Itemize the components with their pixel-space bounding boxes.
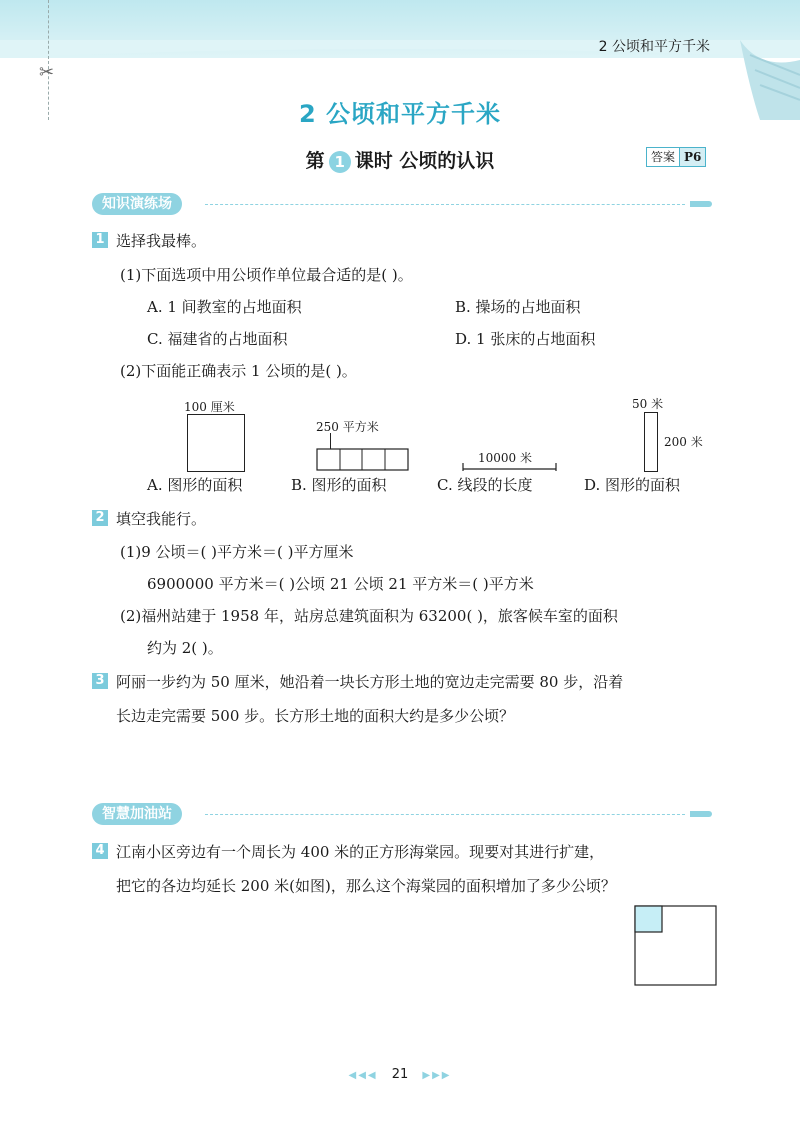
fig-c-caption: C. 线段的长度 bbox=[437, 476, 533, 494]
answer-reference bbox=[646, 147, 706, 167]
fig-b-caption: B. 图形的面积 bbox=[291, 476, 387, 494]
garden-diagram bbox=[634, 905, 718, 987]
fig-d-caption: D. 图形的面积 bbox=[584, 476, 681, 494]
fig-a-square bbox=[187, 414, 245, 472]
fig-a-caption: A. 图形的面积 bbox=[147, 476, 243, 494]
fig-d-width: 50 米 bbox=[632, 397, 664, 411]
q1-part1: (1)下面选项中用公顷作单位最合适的是( )。 bbox=[120, 266, 413, 284]
question-number: 1 bbox=[92, 232, 108, 248]
section-tag-challenge: 智慧加油站 bbox=[92, 803, 182, 825]
q2-line2: 6900000 平方米＝( )公顷 21 公顷 21 平方米＝( )平方米 bbox=[147, 575, 534, 593]
scissors-icon: ✂ bbox=[39, 62, 55, 83]
q2-line4: 约为 2( )。 bbox=[147, 639, 223, 657]
q1-option-d: D. 1 张床的占地面积 bbox=[455, 330, 596, 348]
q3-line1: 阿丽一步约为 50 厘米，她沿着一块长方形土地的宽边走完需要 80 步，沿着 bbox=[116, 673, 624, 691]
q3-line2: 长边走完需要 500 步。长方形土地的面积大约是多少公顷？ bbox=[116, 707, 515, 725]
fig-b-dimension: 250 平方米 bbox=[316, 420, 379, 434]
pencil-icon bbox=[690, 201, 712, 207]
chapter-title: 2 公顷和平方千米 bbox=[298, 100, 502, 128]
q4-line1: 江南小区旁边有一个周长为 400 米的正方形海棠园。现要对其进行扩建， bbox=[116, 843, 605, 861]
q2-line3: (2)福州站建于 1958 年，站房总建筑面积为 63200( )，旅客候车室的面积 bbox=[120, 607, 618, 625]
page-footer bbox=[0, 1067, 800, 1082]
lesson-suffix: 课时 公顷的认识 bbox=[354, 150, 495, 172]
section-divider bbox=[205, 814, 685, 815]
left-arrows-icon: ◀◀◀ bbox=[348, 1070, 378, 1081]
fig-b-pointer bbox=[330, 433, 331, 449]
running-title: 2 公顷和平方千米 bbox=[598, 39, 710, 55]
page-number: 21 bbox=[391, 1067, 409, 1082]
fig-a-dimension: 100 厘米 bbox=[184, 400, 235, 414]
q1-option-a: A. 1 间教室的占地面积 bbox=[147, 298, 302, 316]
q1-title: 选择我最棒。 bbox=[116, 232, 207, 250]
question-number: 4 bbox=[92, 843, 108, 859]
answer-page: P6 bbox=[679, 148, 705, 166]
lesson-prefix: 第 bbox=[305, 150, 325, 172]
q1-option-b: B. 操场的占地面积 bbox=[455, 298, 581, 316]
q2-title: 填空我能行。 bbox=[116, 510, 207, 528]
pencil-icon bbox=[690, 811, 712, 817]
fig-c-dimension: 10000 米 bbox=[478, 451, 532, 465]
section-divider bbox=[205, 204, 685, 205]
fig-d-rectangle bbox=[644, 412, 658, 472]
fig-d-height: 200 米 bbox=[664, 435, 703, 449]
q1-option-c: C. 福建省的占地面积 bbox=[147, 330, 288, 348]
q4-line2: 把它的各边均延长 200 米(如图)，那么这个海棠园的面积增加了多少公顷？ bbox=[116, 877, 616, 895]
lesson-number-badge: 1 bbox=[329, 151, 351, 173]
q2-line1: (1)9 公顷＝( )平方米＝( )平方厘米 bbox=[120, 543, 354, 561]
fig-b-grid bbox=[316, 448, 410, 472]
question-number: 2 bbox=[92, 510, 108, 526]
section-tag-practice: 知识演练场 bbox=[92, 193, 182, 215]
fig-c-segment bbox=[462, 462, 558, 472]
question-number: 3 bbox=[92, 673, 108, 689]
right-arrows-icon: ▶▶▶ bbox=[422, 1070, 452, 1081]
q1-part2: (2)下面能正确表示 1 公顷的是( )。 bbox=[120, 362, 357, 380]
answer-label: 答案 bbox=[651, 150, 676, 164]
